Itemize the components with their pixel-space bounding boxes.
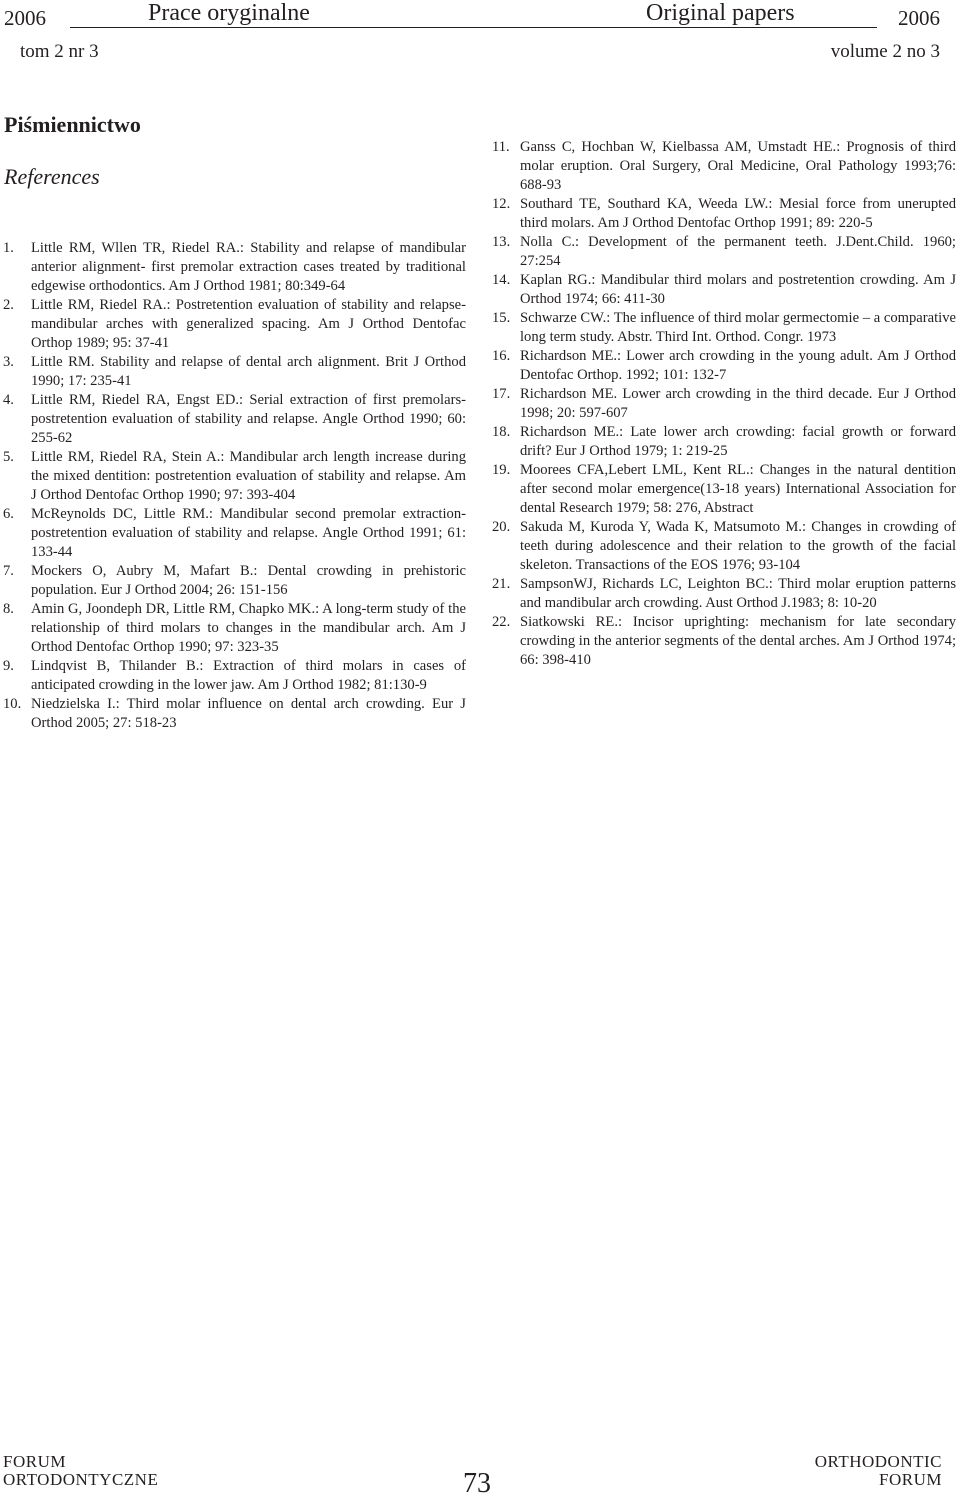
- reference-item: [3, 505, 466, 562]
- reference-item: [492, 613, 956, 670]
- reference-number: 6.: [3, 506, 14, 522]
- reference-number: 1.: [3, 240, 14, 256]
- reference-number: 7.: [3, 563, 14, 579]
- reference-item: [492, 138, 956, 195]
- references-left-column: [3, 239, 466, 733]
- reference-item: [492, 423, 956, 461]
- reference-item: [492, 233, 956, 271]
- reference-text: McReynolds DC, Little RM.: Mandibular second premolar extraction-postretention evaluation of stability and relapse. Angle Orthod 1991; 61: 133-44: [31, 506, 466, 560]
- reference-text: Little RM. Stability and relapse of dental arch alignment. Brit J Orthod 1990; 17: 235-41: [31, 354, 466, 389]
- reference-text: Amin G, Joondeph DR, Little RM, Chapko MK.: A long-term study of the relationship of third molars to changes in the mandibular arch. Am J Orthod Dentofac Orthop 1990; 97: 323-35: [31, 601, 466, 655]
- reference-number: 16.: [492, 348, 511, 364]
- section-subtitle: References: [4, 164, 100, 189]
- reference-number: 19.: [492, 462, 511, 478]
- reference-number: 13.: [492, 234, 511, 250]
- reference-text: Niedzielska I.: Third molar influence on dental arch crowding. Eur J Orthod 2005; 27: 518-23: [31, 696, 466, 731]
- reference-item: [3, 657, 466, 695]
- references-right-column: [492, 138, 956, 670]
- footer-journal-english-line2: FORUM: [879, 1470, 942, 1489]
- header-rule: [70, 27, 877, 28]
- reference-text: Sakuda M, Kuroda Y, Wada K, Matsumoto M.: Changes in crowding of teeth during adolescence and their relation to the growth of the facial skeleton. Transactions of the EOS 1976; 93-104: [520, 519, 956, 573]
- reference-item: [492, 575, 956, 613]
- reference-text: Ganss C, Hochban W, Kielbassa AM, Umstadt HE.: Prognosis of third molar eruption. Oral Surgery, Oral Medicine, Oral Pathology 1993;76: 688-93: [520, 139, 956, 193]
- reference-number: 8.: [3, 601, 14, 617]
- reference-text: Little RM, Wllen TR, Riedel RA.: Stability and relapse of mandibular anterior alignment- first premolar extraction cases treated by traditional edgewise orthodontics. Am J Orthod 1981; 80:349-64: [31, 240, 466, 294]
- reference-item: [492, 385, 956, 423]
- header-issue-english: volume 2 no 3: [830, 41, 940, 62]
- reference-text: Moorees CFA,Lebert LML, Kent RL.: Changes in the natural dentition after second molar emergence(13-18 years) International Association for dental Research 1979; 58: 276, Abstract: [520, 462, 956, 516]
- reference-item: [3, 296, 466, 353]
- reference-number: 21.: [492, 576, 511, 592]
- reference-text: Southard TE, Southard KA, Weeda LW.: Mesial force from unerupted third molars. Am J Orthod Dentofac Orthop 1991; 89: 220-5: [520, 196, 956, 231]
- reference-number: 17.: [492, 386, 511, 402]
- reference-number: 4.: [3, 392, 14, 408]
- reference-number: 18.: [492, 424, 511, 440]
- reference-text: Richardson ME.: Late lower arch crowding: facial growth or forward drift? Eur J Orthod 1979; 1: 219-25: [520, 424, 956, 459]
- reference-item: [492, 347, 956, 385]
- reference-item: [3, 562, 466, 600]
- footer-journal-polish-line1: FORUM: [3, 1452, 66, 1471]
- reference-item: [3, 353, 466, 391]
- reference-text: Little RM, Riedel RA, Engst ED.: Serial extraction of first premolars-postretention evaluation of stability and relapse. Angle Orthod 1990; 60: 255-62: [31, 392, 466, 446]
- reference-number: 14.: [492, 272, 511, 288]
- reference-number: 22.: [492, 614, 511, 630]
- reference-text: Richardson ME. Lower arch crowding in the third decade. Eur J Orthod 1998; 20: 597-607: [520, 386, 956, 421]
- reference-text: Richardson ME.: Lower arch crowding in the young adult. Am J Orthod Dentofac Orthop. 1992; 101: 132-7: [520, 348, 956, 383]
- reference-item: [492, 461, 956, 518]
- reference-number: 10.: [3, 696, 22, 712]
- reference-item: [492, 195, 956, 233]
- section-title: Piśmiennictwo: [4, 112, 141, 137]
- reference-text: Mockers O, Aubry M, Mafart B.: Dental crowding in prehistoric population. Eur J Orthod 2004; 26: 151-156: [31, 563, 466, 598]
- header-title-polish: Prace oryginalne: [148, 0, 310, 26]
- reference-item: [492, 271, 956, 309]
- reference-item: [3, 600, 466, 657]
- reference-text: Siatkowski RE.: Incisor uprighting: mechanism for late secondary crowding in the anterior segments of the dental arches. Am J Orthod 1974; 66: 398-410: [520, 614, 956, 668]
- reference-number: 9.: [3, 658, 14, 674]
- reference-text: Lindqvist B, Thilander B.: Extraction of third molars in cases of anticipated crowding in the lower jaw. Am J Orthod 1982; 81:130-9: [31, 658, 466, 693]
- reference-number: 5.: [3, 449, 14, 465]
- header-year-right: 2006: [898, 6, 940, 30]
- reference-number: 3.: [3, 354, 14, 370]
- reference-text: Little RM, Riedel RA, Stein A.: Mandibular arch length increase during the mixed dentition: postretention evaluation of stability and relapse. Am J Orthod Dentofac Orthop 1990; 97: 393-404: [31, 449, 466, 503]
- reference-item: [492, 309, 956, 347]
- header-title-english: Original papers: [646, 0, 795, 26]
- reference-number: 11.: [492, 139, 510, 155]
- reference-number: 2.: [3, 297, 14, 313]
- reference-number: 12.: [492, 196, 511, 212]
- reference-number: 20.: [492, 519, 511, 535]
- reference-text: Nolla C.: Development of the permanent teeth. J.Dent.Child. 1960; 27:254: [520, 234, 956, 269]
- reference-item: [3, 239, 466, 296]
- header-year-left: 2006: [4, 6, 46, 30]
- reference-item: [492, 518, 956, 575]
- header-issue-polish: tom 2 nr 3: [20, 41, 99, 62]
- reference-number: 15.: [492, 310, 511, 326]
- reference-item: [3, 448, 466, 505]
- reference-text: Little RM, Riedel RA.: Postretention evaluation of stability and relapse-mandibular arches with generalized spacing. Am J Orthod Dentofac Orthop 1989; 95: 37-41: [31, 297, 466, 351]
- page-number: 73: [463, 1468, 491, 1499]
- reference-item: [3, 695, 466, 733]
- reference-text: Schwarze CW.: The influence of third molar germectomie – a comparative long term study. Abstr. Third Int. Orthod. Congr. 1973: [520, 310, 956, 345]
- footer-journal-polish-line2: ORTODONTYCZNE: [3, 1470, 159, 1489]
- reference-text: SampsonWJ, Richards LC, Leighton BC.: Third molar eruption patterns and mandibular arch crowding. Aust Orthod J.1983; 8: 10-20: [520, 576, 956, 611]
- reference-text: Kaplan RG.: Mandibular third molars and postretention crowding. Am J Orthod 1974; 66: 411-30: [520, 272, 956, 307]
- footer-journal-english-line1: ORTHODONTIC: [814, 1452, 942, 1471]
- reference-item: [3, 391, 466, 448]
